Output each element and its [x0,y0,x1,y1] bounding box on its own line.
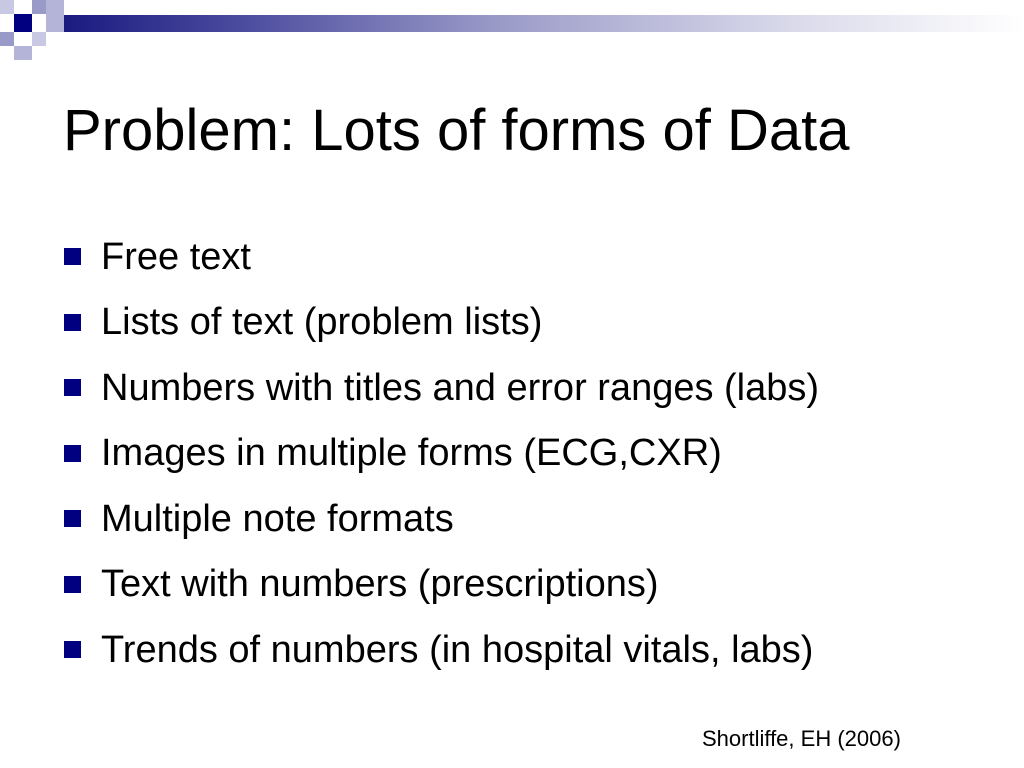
square-bullet-icon [64,445,81,462]
bullet-list [64,224,819,683]
square-bullet-icon [64,641,81,658]
bullet-label: Trends of numbers (in hospital vitals, labs) [101,628,814,671]
decor-square-icon [14,14,32,32]
list-item [64,224,819,290]
decor-square-icon [0,0,14,14]
square-bullet-icon [64,379,81,396]
square-bullet-icon [64,314,81,331]
list-item [64,421,819,487]
square-bullet-icon [64,248,81,265]
bullet-label: Numbers with titles and error ranges (labs) [101,366,820,409]
decor-square-icon [14,46,32,60]
bullet-label: Multiple note formats [101,497,454,540]
slide-title: Problem: Lots of forms of Data [63,98,850,163]
list-item [64,290,819,356]
list-item [64,617,819,683]
bullet-label: Text with numbers (prescriptions) [101,563,659,606]
list-item [64,355,819,421]
header-gradient-band [64,15,1024,32]
bullet-label: Free text [101,235,251,278]
decor-square-icon [0,32,14,46]
decor-square-icon [32,0,46,14]
bullet-label: Lists of text (problem lists) [101,301,543,344]
decor-square-icon [46,0,64,32]
bullet-label: Images in multiple forms (ECG,CXR) [101,432,722,475]
header-decoration [0,0,1024,64]
list-item [64,486,819,552]
decor-square-icon [32,32,46,46]
list-item [64,552,819,618]
citation: Shortliffe, EH (2006) [702,726,901,751]
square-bullet-icon [64,576,81,593]
square-bullet-icon [64,510,81,527]
